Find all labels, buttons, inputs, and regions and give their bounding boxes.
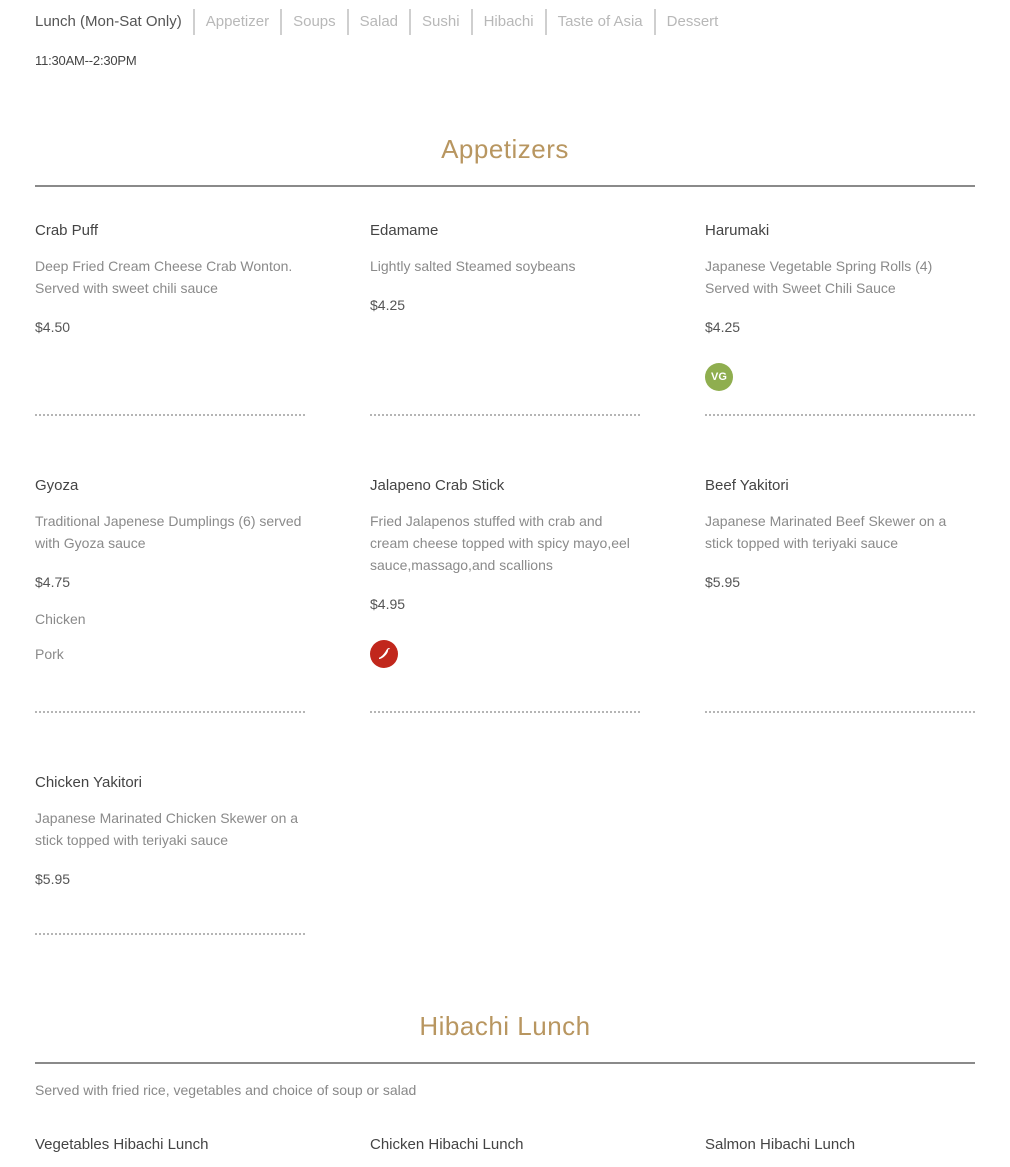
section-title-hibachi-lunch: Hibachi Lunch: [419, 1011, 591, 1041]
tab-dessert[interactable]: Dessert: [654, 9, 730, 35]
item-description: Lightly salted Steamed soybeans: [370, 258, 576, 274]
menu-item: [705, 476, 975, 592]
item-name: Vegetables Hibachi Lunch: [35, 1136, 209, 1153]
section-divider: [35, 185, 975, 187]
menu-item: [705, 1135, 975, 1155]
dotted-divider: [370, 414, 640, 416]
variant-option: Chicken: [35, 611, 86, 627]
item-name: Harumaki: [705, 222, 770, 239]
tab-sushi[interactable]: Sushi: [409, 9, 471, 35]
section-divider: [35, 1062, 975, 1064]
variant-option: Pork: [35, 646, 64, 662]
tab-hibachi[interactable]: Hibachi: [471, 9, 545, 35]
dotted-divider: [705, 414, 975, 416]
menu-item: [370, 1135, 640, 1155]
tab-appetizer[interactable]: Appetizer: [193, 9, 280, 35]
item-description: Japanese Vegetable Spring Rolls (4) Served with Sweet Chili Sauce: [705, 258, 933, 296]
item-description: Japanese Marinated Chicken Skewer on a stick topped with teriyaki sauce: [35, 810, 299, 848]
item-name: Salmon Hibachi Lunch: [705, 1136, 856, 1153]
item-name: Gyoza: [35, 477, 79, 494]
tab-salad[interactable]: Salad: [347, 9, 409, 35]
item-description: Japanese Marinated Beef Skewer on a stick topped with teriyaki sauce: [705, 513, 947, 551]
menu-item: [35, 476, 305, 679]
item-price: $4.25: [370, 297, 406, 313]
item-name: Beef Yakitori: [705, 477, 789, 494]
section-title-appetizers: Appetizers: [441, 134, 569, 164]
item-price: $4.50: [35, 319, 71, 335]
item-price: $4.75: [35, 574, 71, 590]
chili-pepper-icon: [376, 646, 392, 662]
chili-pepper-icon: [370, 640, 398, 668]
item-name: Edamame: [370, 222, 439, 239]
dotted-divider: [35, 414, 305, 416]
item-name: Jalapeno Crab Stick: [370, 477, 505, 494]
item-name: Chicken Yakitori: [35, 774, 142, 791]
menu-category-tabs: [35, 8, 729, 36]
item-price: $4.25: [705, 319, 741, 335]
tab-lunch[interactable]: Lunch (Mon-Sat Only): [35, 13, 182, 30]
item-description: Deep Fried Cream Cheese Crab Wonton. Served with sweet chili sauce: [35, 258, 293, 296]
dotted-divider: [35, 933, 305, 935]
menu-item: [705, 221, 975, 391]
item-description: Fried Jalapenos stuffed with crab and cream cheese topped with spicy mayo,eel sauce,massago,and scallions: [370, 513, 630, 573]
menu-item: [35, 773, 305, 889]
menu-item: [370, 221, 640, 315]
item-price: $5.95: [705, 574, 741, 590]
vegetarian-badge: VG: [705, 363, 733, 391]
lunch-hours: 11:30AM--2:30PM: [35, 53, 137, 68]
menu-item: [35, 1135, 305, 1155]
tab-taste-of-asia[interactable]: Taste of Asia: [545, 9, 654, 35]
section-note: Served with fried rice, vegetables and choice of soup or salad: [35, 1082, 417, 1098]
menu-item: [35, 221, 305, 337]
menu-item: [370, 476, 640, 668]
item-price: $5.95: [35, 871, 71, 887]
dotted-divider: [705, 711, 975, 713]
dotted-divider: [370, 711, 640, 713]
tab-soups[interactable]: Soups: [280, 9, 347, 35]
item-price: $4.95: [370, 596, 406, 612]
item-name: Crab Puff: [35, 222, 99, 239]
item-description: Traditional Japenese Dumplings (6) served with Gyoza sauce: [35, 513, 302, 551]
item-variants: [35, 609, 305, 664]
dotted-divider: [35, 711, 305, 713]
item-name: Chicken Hibachi Lunch: [370, 1136, 524, 1153]
